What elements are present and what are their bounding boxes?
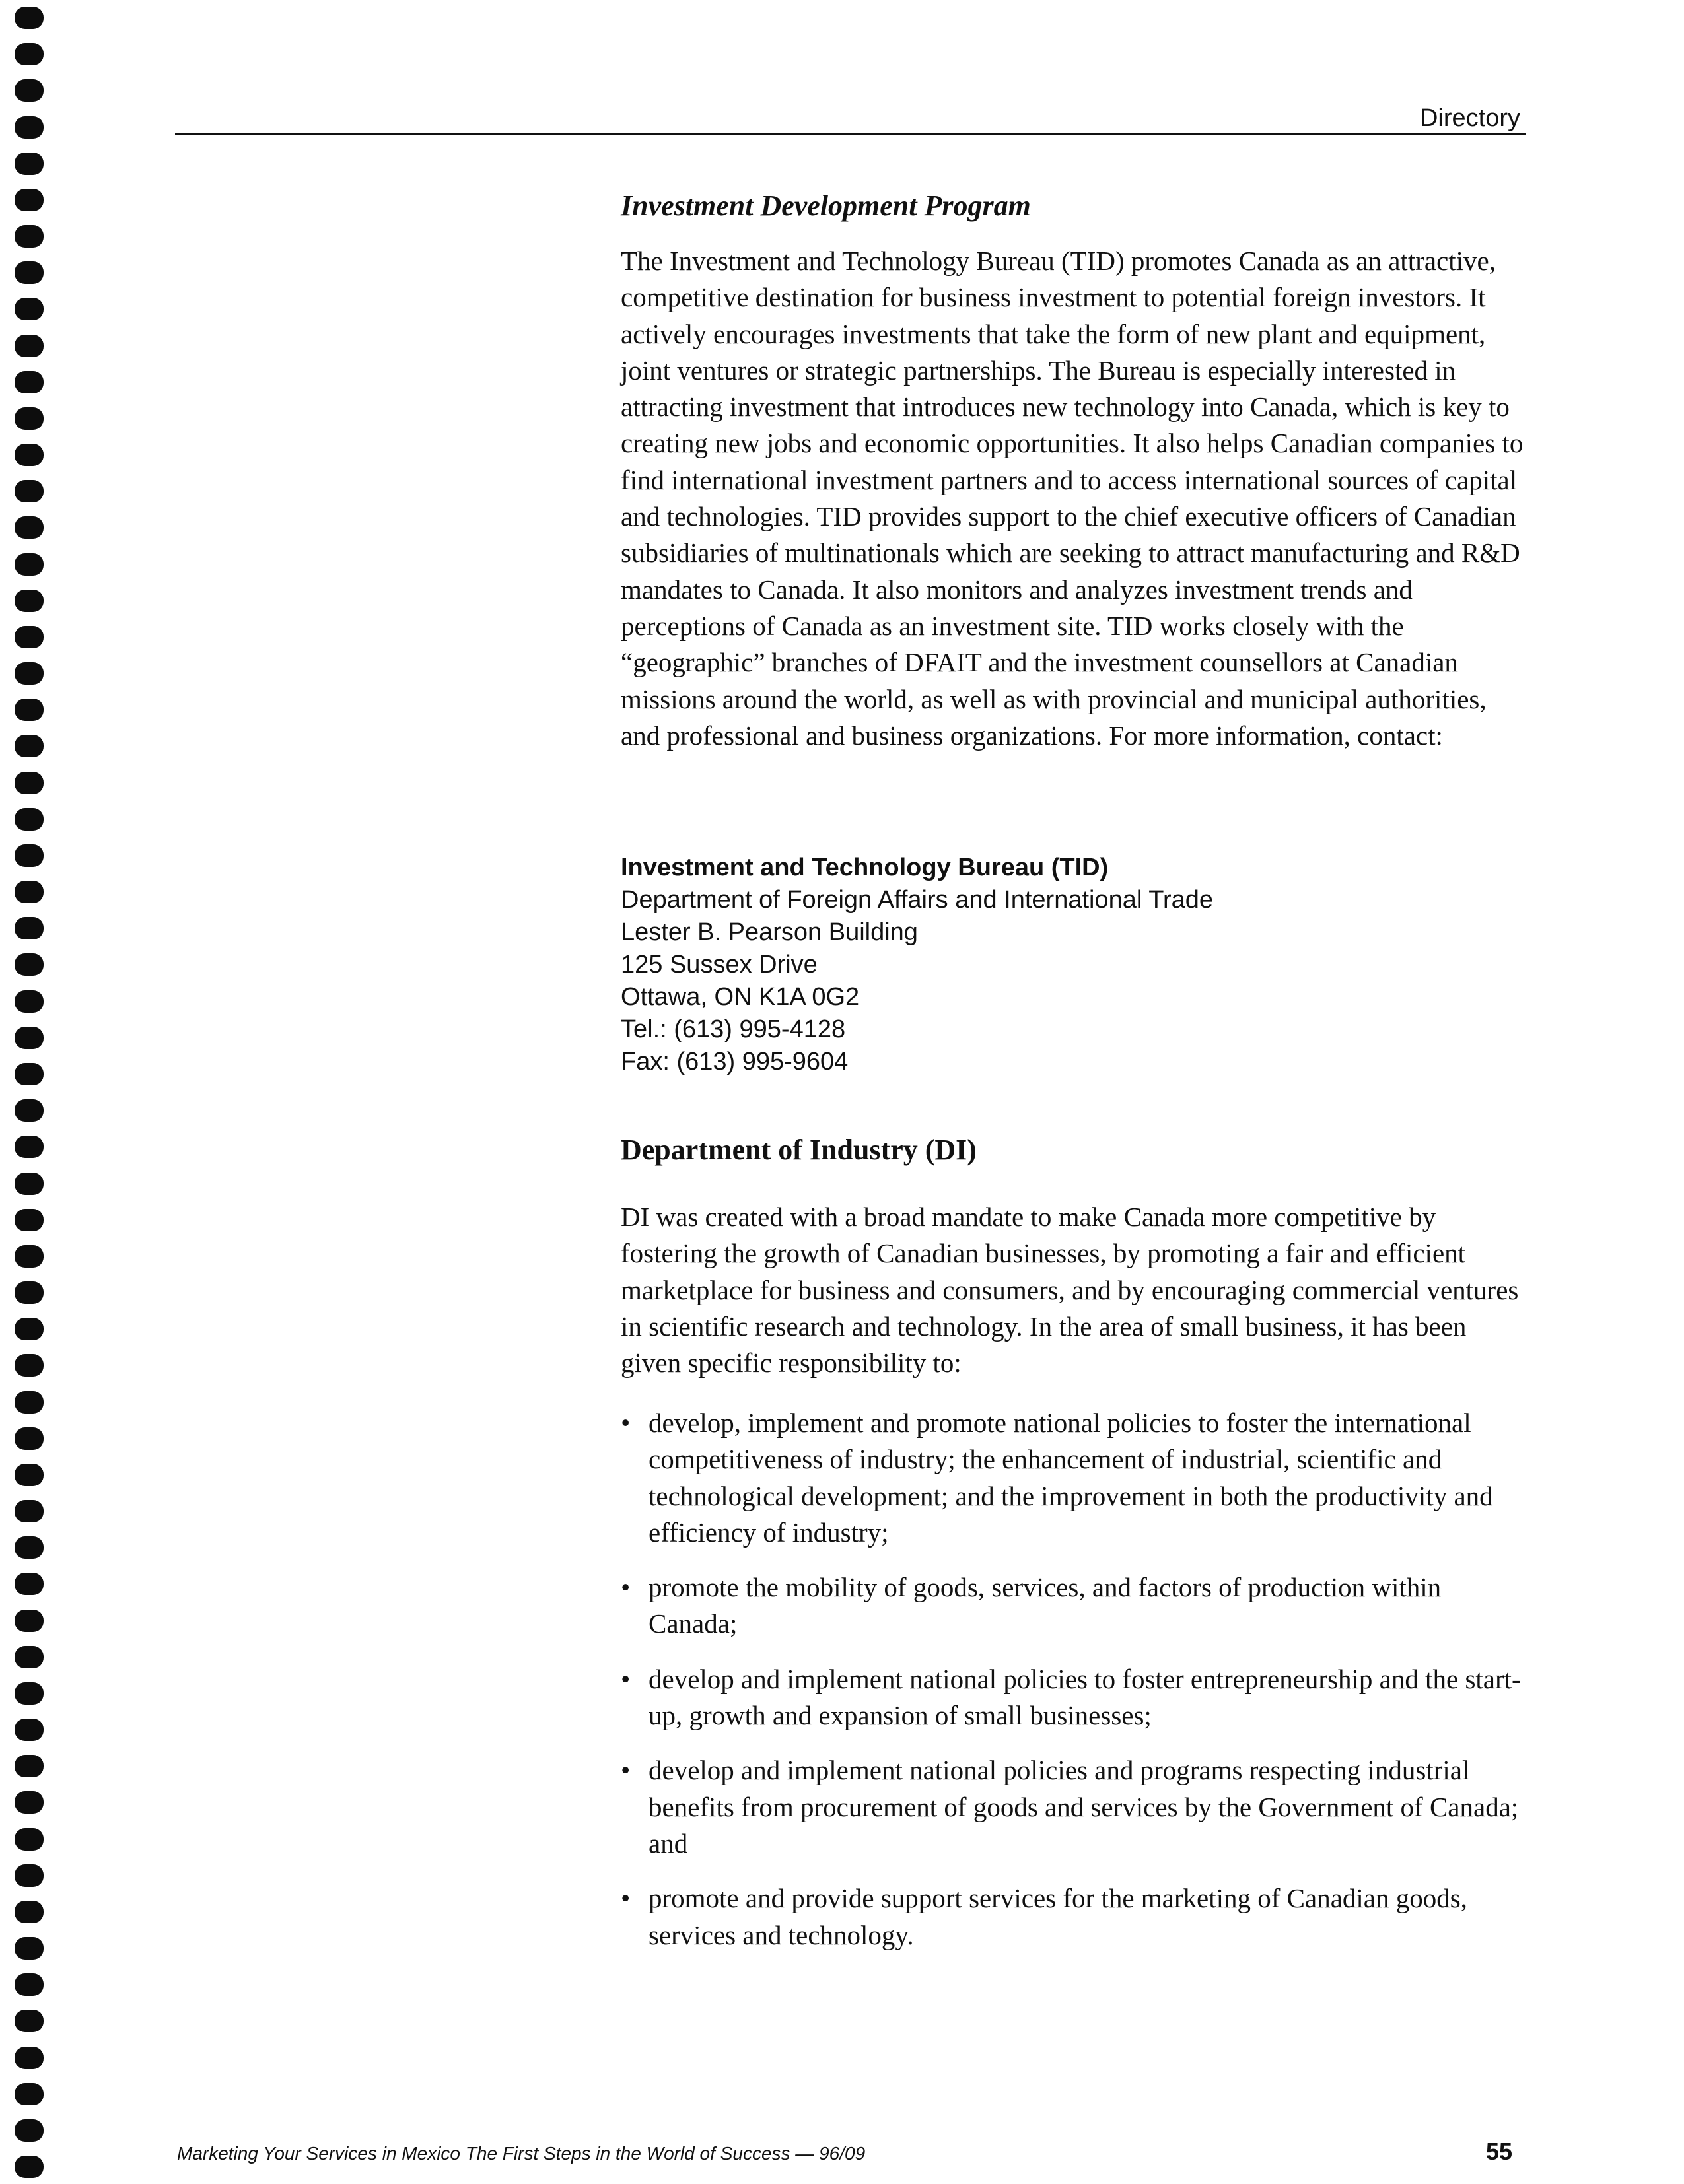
section-heading: Investment Development Program xyxy=(621,189,1031,222)
body-paragraph: DI was created with a broad mandate to make Canada more competitive by fostering the growth of Canadian businesses, by promoting a fair and efficient marketplace for business and consumers, and by encouraging commercial ventures in scientific research and technology. In the area of small business, it has been given specific responsibility to: xyxy=(621,1202,1519,1379)
contact-organization: Investment and Technology Bureau (TID) xyxy=(621,854,1109,881)
binding-hole xyxy=(15,189,44,211)
list-item xyxy=(621,1661,1532,1734)
binding-hole xyxy=(15,1391,44,1414)
binding-hole xyxy=(15,1099,44,1122)
section-heading: Department of Industry (DI) xyxy=(621,1134,977,1166)
binding-hole xyxy=(15,480,44,502)
binding-holes xyxy=(15,7,48,2179)
binding-hole xyxy=(15,553,44,576)
binding-hole xyxy=(15,1755,44,1777)
binding-hole xyxy=(15,2010,44,2032)
contact-department: Department of Foreign Affairs and International Trade xyxy=(621,886,1214,914)
binding-hole xyxy=(15,116,44,139)
binding-hole xyxy=(15,1973,44,1996)
binding-hole xyxy=(15,1610,44,1632)
binding-hole xyxy=(15,43,44,65)
bullet-icon: • xyxy=(621,1572,631,1603)
list-item-text: promote and provide support services for the marketing of Canadian goods, services and technology. xyxy=(649,1883,1467,1950)
binding-hole xyxy=(15,1682,44,1705)
binding-hole xyxy=(15,1536,44,1559)
binding-hole xyxy=(15,335,44,357)
binding-hole xyxy=(15,1427,44,1450)
contact-city: Ottawa, ON K1A 0G2 xyxy=(621,983,860,1011)
list-item-text: promote the mobility of goods, services, and factors of production within Canada; xyxy=(649,1572,1442,1639)
bullet-icon: • xyxy=(621,1408,631,1438)
contact-phone: Tel.: (613) 995-4128 xyxy=(621,1015,846,1043)
list-item-text: develop and implement national policies and programs respecting industrial benefits from procurement of goods and services by the Government of Canada; and xyxy=(649,1755,1519,1859)
list-item-text: develop, implement and promote national policies to foster the international competitiveness of industry; the enhancement of industrial, scientific and technological development; and the improvement in both the productivity and efficiency of industry; xyxy=(649,1408,1493,1548)
bullet-icon: • xyxy=(621,1755,631,1786)
contact-block xyxy=(621,852,1213,1078)
binding-hole xyxy=(15,2156,44,2178)
binding-hole xyxy=(15,1063,44,1085)
binding-hole xyxy=(15,735,44,757)
binding-hole xyxy=(15,917,44,939)
binding-hole xyxy=(15,1828,44,1851)
binding-hole xyxy=(15,7,44,29)
binding-hole xyxy=(15,2083,44,2105)
bullet-icon: • xyxy=(621,1663,631,1694)
binding-hole xyxy=(15,953,44,976)
bullet-icon: • xyxy=(621,1883,631,1914)
responsibility-list xyxy=(621,1405,1532,1972)
binding-hole xyxy=(15,2047,44,2069)
binding-hole xyxy=(15,371,44,393)
list-item xyxy=(621,1880,1532,1954)
footer-title: Marketing Your Services in Mexico The First Steps in the World of Success — 96/09 xyxy=(177,2143,866,2164)
binding-hole xyxy=(15,844,44,867)
binding-hole xyxy=(15,1937,44,1960)
binding-hole xyxy=(15,590,44,612)
binding-hole xyxy=(15,1864,44,1887)
list-item-text: develop and implement national policies to foster entrepreneurship and the start-up, growth and expansion of small businesses; xyxy=(649,1663,1521,1731)
list-item xyxy=(621,1752,1532,1862)
list-item xyxy=(621,1569,1532,1643)
binding-hole xyxy=(15,1318,44,1340)
contact-street: 125 Sussex Drive xyxy=(621,951,818,978)
binding-hole xyxy=(15,1901,44,1923)
binding-hole xyxy=(15,1791,44,1814)
binding-hole xyxy=(15,444,44,466)
binding-hole xyxy=(15,662,44,685)
binding-hole xyxy=(15,153,44,175)
binding-hole xyxy=(15,79,44,102)
binding-hole xyxy=(15,298,44,320)
binding-hole xyxy=(15,772,44,794)
binding-hole xyxy=(15,990,44,1013)
page-number: 55 xyxy=(1485,2138,1512,2165)
binding-hole xyxy=(15,1027,44,1049)
binding-hole xyxy=(15,1209,44,1231)
binding-hole xyxy=(15,808,44,831)
binding-hole xyxy=(15,1245,44,1268)
contact-fax: Fax: (613) 995-9604 xyxy=(621,1048,849,1075)
binding-hole xyxy=(15,1573,44,1595)
binding-hole xyxy=(15,1173,44,1195)
binding-hole xyxy=(15,261,44,284)
binding-hole xyxy=(15,1719,44,1741)
binding-hole xyxy=(15,225,44,248)
binding-hole xyxy=(15,516,44,539)
binding-hole xyxy=(15,881,44,903)
binding-hole xyxy=(15,2119,44,2142)
contact-building: Lester B. Pearson Building xyxy=(621,918,918,946)
binding-hole xyxy=(15,1500,44,1522)
binding-hole xyxy=(15,1464,44,1486)
running-head: Directory xyxy=(1419,104,1520,132)
list-item xyxy=(621,1405,1532,1551)
binding-hole xyxy=(15,699,44,721)
binding-hole xyxy=(15,1281,44,1304)
binding-hole xyxy=(15,1646,44,1668)
binding-hole xyxy=(15,626,44,648)
binding-hole xyxy=(15,407,44,430)
body-paragraph: The Investment and Technology Bureau (TID) promotes Canada as an attractive, competitive destination for business investment to potential foreign investors. It actively encourages investments that take the form of new plant and equipment, joint ventures or strategic partnerships. The Bureau is especially interested in attracting investment that introduces new technology into Canada, which is key to creating new jobs and economic opportunities. It also helps Canadian companies to find international investment partners and to access international sources of capital and technologies. TID provides support to the chief executive officers of Canadian subsidiaries of multinationals which are seeking to attract manufacturing and R&D mandates to Canada. It also monitors and analyzes investment trends and perceptions of Canada as an investment site. TID works closely with the “geographic” branches of DFAIT and the investment counsellors at Canadian missions around the world, as well as with provincial and municipal authorities, and professional and business organizations. For more information, contact: xyxy=(621,246,1524,751)
binding-hole xyxy=(15,1354,44,1377)
header-rule xyxy=(175,133,1526,135)
binding-hole xyxy=(15,1136,44,1158)
